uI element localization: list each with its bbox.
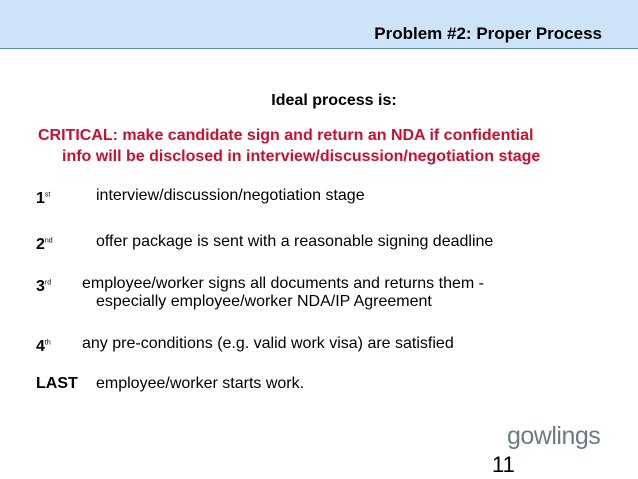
critical-note-line-2: info will be disclosed in interview/discussion/negotiation stage bbox=[62, 148, 541, 165]
step-3 bbox=[36, 274, 484, 310]
subheading: Ideal process is: bbox=[271, 92, 397, 109]
step-last bbox=[36, 374, 305, 394]
step-text: offer package is sent with a reasonable signing deadline bbox=[96, 233, 494, 250]
step-ordinal: 2nd bbox=[36, 236, 53, 254]
step-4 bbox=[36, 334, 454, 357]
step-1 bbox=[36, 186, 365, 209]
page-number: 11 bbox=[492, 452, 515, 477]
critical-note bbox=[38, 125, 608, 167]
company-logo: gowlings bbox=[507, 422, 601, 450]
step-text-continued: especially employee/worker NDA/IP Agreement bbox=[96, 293, 432, 310]
step-ordinal: 3rd bbox=[36, 278, 52, 296]
step-text: any pre-conditions (e.g. valid work visa) are satisfied bbox=[82, 335, 454, 352]
step-text: employee/worker signs all documents and returns them - bbox=[82, 275, 484, 292]
step-text: employee/worker starts work. bbox=[96, 375, 305, 392]
critical-note-line-1: CRITICAL: make candidate sign and return an NDA if confidential bbox=[38, 127, 534, 144]
step-text: interview/discussion/negotiation stage bbox=[96, 187, 365, 204]
slide-title: Problem #2: Proper Process bbox=[374, 24, 602, 43]
step-ordinal: 1st bbox=[36, 190, 51, 208]
header-bar bbox=[0, 0, 638, 49]
step-ordinal: 4th bbox=[36, 338, 51, 356]
step-ordinal: LAST bbox=[36, 375, 78, 392]
step-2 bbox=[36, 232, 494, 255]
